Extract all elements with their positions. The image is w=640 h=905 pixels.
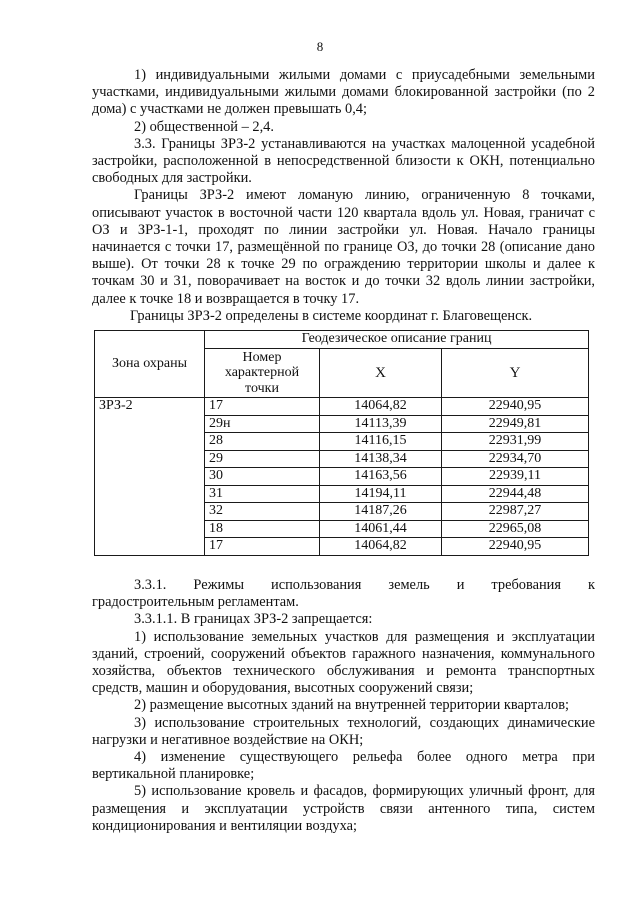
regimes-section [92,577,595,835]
y-value: 22939,11 [442,468,589,486]
x-value: 14194,11 [320,485,442,503]
point-number: 29н [205,415,320,433]
paragraph-boundary-description: Границы ЗРЗ-2 имеют ломаную линию, ограниченную 8 точками, описывают участок в восточной части 120 квартала вдоль ул. Новая, граничат с ОЗ и ЗРЗ-1-1, проходят по линии застройки ул. Новая. Начало границы начинается с точки 17, размещённой по границе ОЗ, до точки 28 (описание дано выше). От точки 28 к точке 29 по ограждению территории школы и далее к точкам 30 и 31, поворачивает на восток и до точки 32 вдоль линии застройки, далее к точке 18 и возвращается в точку 17. [92,187,595,307]
point-number: 29 [205,450,320,468]
zone-value: ЗРЗ-2 [95,398,205,556]
y-value: 22965,08 [442,520,589,538]
point-number: 17 [205,398,320,416]
x-value: 14116,15 [320,433,442,451]
y-value: 22987,27 [442,503,589,521]
x-value: 14064,82 [320,398,442,416]
y-value: 22940,95 [442,398,589,416]
geo-header: Геодезическое описание границ [205,331,589,349]
point-number: 28 [205,433,320,451]
x-value: 14163,56 [320,468,442,486]
point-number: 17 [205,538,320,556]
x-value: 14061,44 [320,520,442,538]
y-header: Y [442,349,589,398]
paragraph-zoning-limit: 1) индивидуальными жилыми домами с приусадебными земельными участками, индивидуальными жилыми домами блокированной застройки (по 2 дома) с участками не должен превышать 0,4; [92,67,595,118]
table-row [95,398,589,416]
point-number: 30 [205,468,320,486]
y-value: 22949,81 [442,415,589,433]
coordinates-table [94,330,589,556]
regimes-heading-line1: 3.3.1. Режимы использования земель и требования к [134,577,595,593]
y-value: 22940,95 [442,538,589,556]
y-value: 22931,99 [442,433,589,451]
intro-text [92,67,595,325]
point-number-header: Номер характерной точки [205,349,320,398]
point-number: 31 [205,485,320,503]
point-number: 32 [205,503,320,521]
x-header: X [320,349,442,398]
prohibition-item: 5) использование кровель и фасадов, формирующих уличный фронт, для размещения и эксплуатации устройств связи антенного типа, систем кондиционирования и вентиляции воздуха; [92,783,595,834]
x-value: 14187,26 [320,503,442,521]
page-number: 8 [316,39,324,54]
prohibition-item: 4) изменение существующего рельефа более одного метра при вертикальной планировке; [92,749,595,783]
x-value: 14113,39 [320,415,442,433]
regimes-heading-line2: градостроительным регламентам. [92,594,299,611]
paragraph-3-3: 3.3. Границы ЗРЗ-2 устанавливаются на участках малоценной усадебной застройки, расположенной в непосредственной близости к ОКН, потенциально свободных для застройки. [92,135,595,187]
prohibition-item: 2) размещение высотных зданий на внутренней территории кварталов; [134,697,570,714]
regimes-subheading: 3.3.1.1. В границах ЗРЗ-2 запрещается: [134,611,373,628]
paragraph-coordinate-system: Границы ЗРЗ-2 определены в системе координат г. Благовещенск. [130,307,533,324]
x-value: 14138,34 [320,450,442,468]
zone-header: Зона охраны [95,331,205,398]
prohibition-item: 3) использование строительных технологий, создающих динамические нагрузки и негативное воздействие на ОКН; [92,714,595,748]
prohibition-item: 1) использование земельных участков для размещения и эксплуатации зданий, строений, сооружений объектов гаражного назначения, коммунального хозяйства, объектов технического обслуживания и ремонта транспортных средств, машин и оборудования, высотных сооружений связи; [92,628,595,697]
y-value: 22944,48 [442,485,589,503]
x-value: 14064,82 [320,538,442,556]
y-value: 22934,70 [442,450,589,468]
paragraph-public-limit: 2) общественной – 2,4. [134,118,274,135]
point-number: 18 [205,520,320,538]
